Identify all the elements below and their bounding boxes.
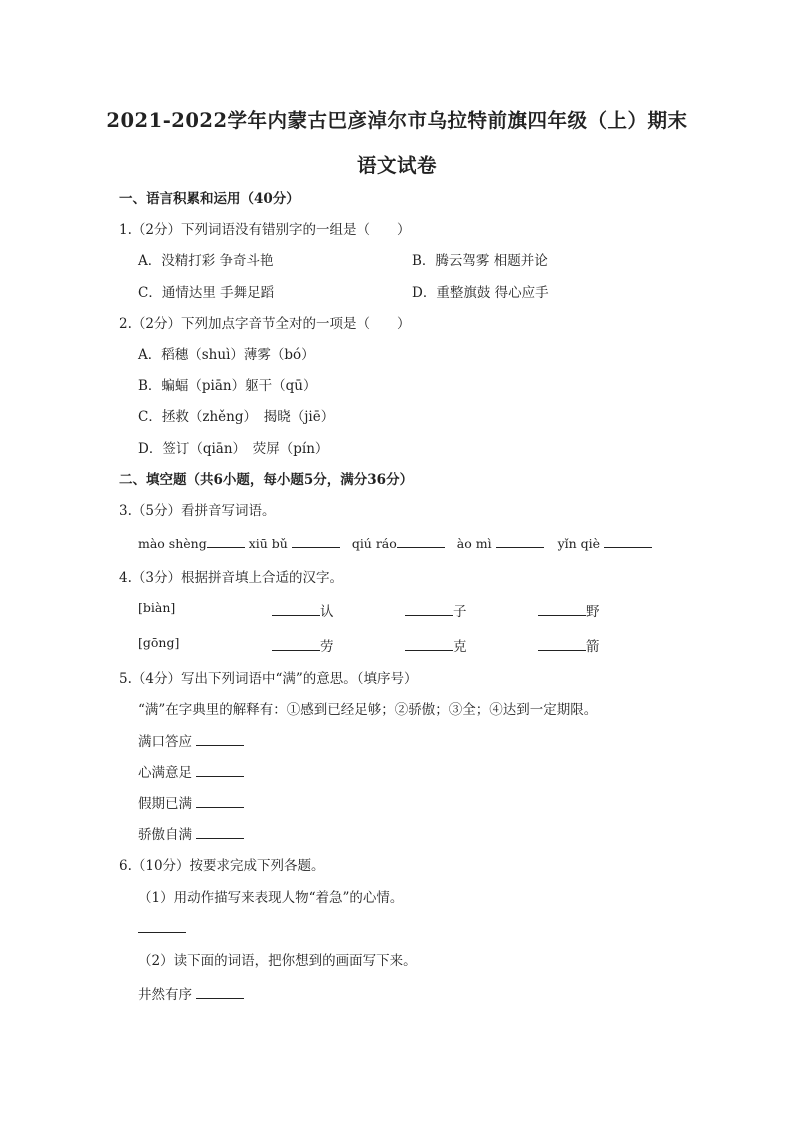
pinyin-3: qiú ráo [351,536,397,551]
question-2-option-a: A．稻穗（shuì）薄雾（bó） [138,347,315,363]
question-4-row-1-item-1 [272,600,334,620]
pinyin-1: mào shèng [138,536,207,551]
pinyin-2: xiū bǔ [248,536,288,551]
page-title-line-1: 2021-2022学年内蒙古巴彦淖尔市乌拉特前旗四年级（上）期末 [106,109,688,132]
question-5-note: “满”在字典里的解释有：①感到已经足够；②骄傲；③全；④达到一定期限。 [138,702,598,718]
question-2-option-b: B．蝙蝠（piān）躯干（qū） [138,378,317,394]
answer-blank[interactable] [196,984,244,999]
question-6-stem: 6.（10分）按要求完成下列各题。 [119,858,325,874]
question-3-pinyin-row [138,533,652,551]
answer-blank[interactable] [196,824,244,839]
answer-blank[interactable] [405,636,453,651]
question-2-option-d: D．签订（qiān） 荧屏（pín） [138,441,329,457]
answer-blank[interactable] [604,533,652,548]
question-6-word-1: 井然有序 [138,983,244,1003]
answer-blank[interactable] [196,793,244,808]
question-2-option-c: C．拯救（zhěng） 揭晓（jiē） [138,409,335,425]
question-6-sub-1: （1）用动作描写来表现人物“着急”的心情。 [138,890,404,906]
question-5-word-3: 假期已满 [138,792,244,812]
answer-blank[interactable] [207,533,245,548]
question-4-row-1-pinyin: [biàn] [138,600,176,615]
answer-blank[interactable] [405,601,453,616]
answer-blank[interactable] [397,533,445,548]
pinyin-4: ào mì [456,536,492,551]
answer-blank[interactable] [292,533,340,548]
section-heading-2: 二、填空题（共6小题，每小题5分，满分36分） [119,472,414,488]
hanzi: 箭 [586,639,600,655]
question-6-sub-1-answer-blank[interactable] [138,918,186,937]
question-1-option-b: B．腾云驾雾 相题并论 [412,253,548,269]
answer-blank[interactable] [538,636,586,651]
question-5-word-2: 心满意足 [138,761,244,781]
question-3-stem: 3.（5分）看拼音写词语。 [119,503,276,519]
answer-blank[interactable] [196,762,244,777]
hanzi: 野 [586,604,600,620]
question-5-word-4: 骄傲自满 [138,823,244,843]
question-4-stem: 4.（3分）根据拼音填上合适的汉字。 [119,570,343,586]
pinyin-5: yǐn qiè [557,536,601,551]
question-6-sub-2: （2）读下面的词语，把你想到的画面写下来。 [138,953,417,969]
hanzi: 劳 [320,639,334,655]
hanzi: 子 [453,604,467,620]
answer-blank[interactable] [272,636,320,651]
question-4-row-2-pinyin: [gōng] [138,635,180,650]
question-2-stem: 2.（2分）下列加点字音节全对的一项是（ ） [119,316,411,332]
answer-blank[interactable] [496,533,544,548]
page-title-line-2: 语文试卷 [356,154,437,177]
question-4-row-2-item-2 [405,635,467,655]
question-5-stem: 5.（4分）写出下列词语中“满”的意思。（填序号） [119,671,418,687]
hanzi: 认 [320,604,334,620]
section-heading-1: 一、语言积累和运用（40分） [119,191,300,207]
answer-blank[interactable] [138,918,186,933]
question-4-row-1-item-2 [405,600,467,620]
answer-blank[interactable] [196,731,244,746]
question-1-option-a: A．没精打彩 争奇斗艳 [138,253,274,269]
question-1-stem: 1.（2分）下列词语没有错别字的一组是（ ） [119,222,411,238]
question-4-row-2-item-3 [538,635,600,655]
question-5-word-1: 满口答应 [138,730,244,750]
answer-blank[interactable] [272,601,320,616]
hanzi: 克 [453,639,467,655]
question-1-option-d: D．重整旗鼓 得心应手 [412,285,549,301]
question-4-row-1-item-3 [538,600,600,620]
answer-blank[interactable] [538,601,586,616]
question-1-option-c: C．通情达里 手舞足蹈 [138,285,275,301]
question-4-row-2-item-1 [272,635,334,655]
